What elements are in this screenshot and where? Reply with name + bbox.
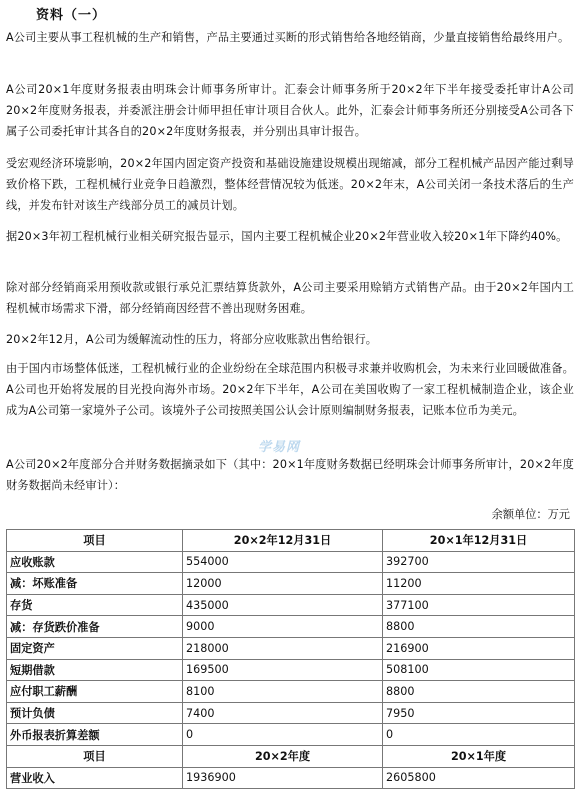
section-title: 资料（一） <box>36 8 107 23</box>
value-2022: 12000 <box>183 573 383 595</box>
row-label: 应收账款 <box>7 551 183 573</box>
value-2021: 8800 <box>383 616 575 638</box>
value-2021: 11200 <box>383 573 575 595</box>
row-label: 固定资产 <box>7 637 183 659</box>
paragraph-4: 据20×3年初工程机械行业相关研究报告显示，国内主要工程机械企业20×2年营业收入较20×1年下降约40%。 <box>6 230 568 243</box>
value-2022: 9000 <box>183 616 383 638</box>
header-item: 项目 <box>7 530 183 552</box>
table-header-row <box>7 745 575 767</box>
row-label: 营业收入 <box>7 767 183 789</box>
table-row <box>7 681 575 703</box>
value-2022: 435000 <box>183 594 383 616</box>
paragraph-5: 除对部分经销商采用预收款或银行承兑汇票结算货款外，A公司主要采用赊销方式销售产品。由于20×2年国内工程机械市场需求下滑，部分经销商因经营不善出现财务困难。 <box>6 281 574 315</box>
unit-note: 余额单位：万元 <box>491 508 570 521</box>
table-row <box>7 659 575 681</box>
table-row <box>7 616 575 638</box>
header-2021-end: 20×1年12月31日 <box>383 530 575 552</box>
table-row <box>7 573 575 595</box>
paragraph-8: A公司20×2年度部分合并财务数据摘录如下（其中：20×1年度财务数据已经明珠会计师事务所审计，20×2年度财务数据尚未经审计）： <box>6 458 574 492</box>
header-item: 项目 <box>7 745 183 767</box>
value-2021: 508100 <box>383 659 575 681</box>
paragraph-3: 受宏观经济环境影响，20×2年国内固定资产投资和基础设施建设规模出现缩减，部分工程机械产品因产能过剩导致价格下跌，工程机械行业竞争日趋激烈，整体经营情况较为低迷。20×2年末，A公司关闭一条技术落后的生产线，并发布针对该生产线部分员工的减员计划。 <box>6 157 574 212</box>
table-body <box>7 530 575 789</box>
row-label: 短期借款 <box>7 659 183 681</box>
value-2021: 2605800 <box>383 767 575 789</box>
header-2021-year: 20×1年度 <box>383 745 575 767</box>
value-2022: 554000 <box>183 551 383 573</box>
table-row <box>7 551 575 573</box>
paragraph-6: 20×2年12月，A公司为缓解流动性的压力，将部分应收账款出售给银行。 <box>6 333 378 346</box>
value-2021: 216900 <box>383 637 575 659</box>
row-label: 外币报表折算差额 <box>7 724 183 746</box>
table-row <box>7 724 575 746</box>
paragraph-1: A公司主要从事工程机械的生产和销售，产品主要通过买断的形式销售给各地经销商，少量直接销售给最终用户。 <box>6 31 570 44</box>
table-header-row <box>7 530 575 552</box>
value-2022: 1936900 <box>183 767 383 789</box>
value-2022: 7400 <box>183 702 383 724</box>
paragraph-2: A公司20×1年度财务报表由明珠会计师事务所审计。汇泰会计师事务所于20×2年下半年接受委托审计A公司20×2年度财务报表，并委派注册会计师甲担任审计项目合伙人。此外，汇泰会计师事务所还分别接受A公司各下属子公司委托审计其各自的20×2年度财务报表，并分别出具审计报告。 <box>6 83 574 138</box>
header-2022-end: 20×2年12月31日 <box>183 530 383 552</box>
table-row <box>7 767 575 789</box>
table-row <box>7 702 575 724</box>
header-2022-year: 20×2年度 <box>183 745 383 767</box>
value-2021: 8800 <box>383 681 575 703</box>
value-2021: 0 <box>383 724 575 746</box>
table-row <box>7 594 575 616</box>
value-2021: 377100 <box>383 594 575 616</box>
value-2022: 169500 <box>183 659 383 681</box>
watermark-logo: 学易网 <box>258 440 301 455</box>
table-row <box>7 637 575 659</box>
row-label: 预计负债 <box>7 702 183 724</box>
row-label: 存货 <box>7 594 183 616</box>
financial-data-table <box>6 529 575 789</box>
row-label: 减：坏账准备 <box>7 573 183 595</box>
paragraph-7: 由于国内市场整体低迷，工程机械行业的企业纷纷在全球范围内积极寻求兼并收购机会，为未来行业回暖做准备。A公司也开始将发展的目光投向海外市场。20×2年下半年，A公司在美国收购了一家工程机械制造企业，该企业成为A公司第一家境外子公司。该境外子公司按照美国公认会计原则编制财务报表，记账本位币为美元。 <box>6 362 574 417</box>
value-2022: 8100 <box>183 681 383 703</box>
value-2022: 0 <box>183 724 383 746</box>
value-2021: 392700 <box>383 551 575 573</box>
value-2021: 7950 <box>383 702 575 724</box>
row-label: 减：存货跌价准备 <box>7 616 183 638</box>
value-2022: 218000 <box>183 637 383 659</box>
row-label: 应付职工薪酬 <box>7 681 183 703</box>
